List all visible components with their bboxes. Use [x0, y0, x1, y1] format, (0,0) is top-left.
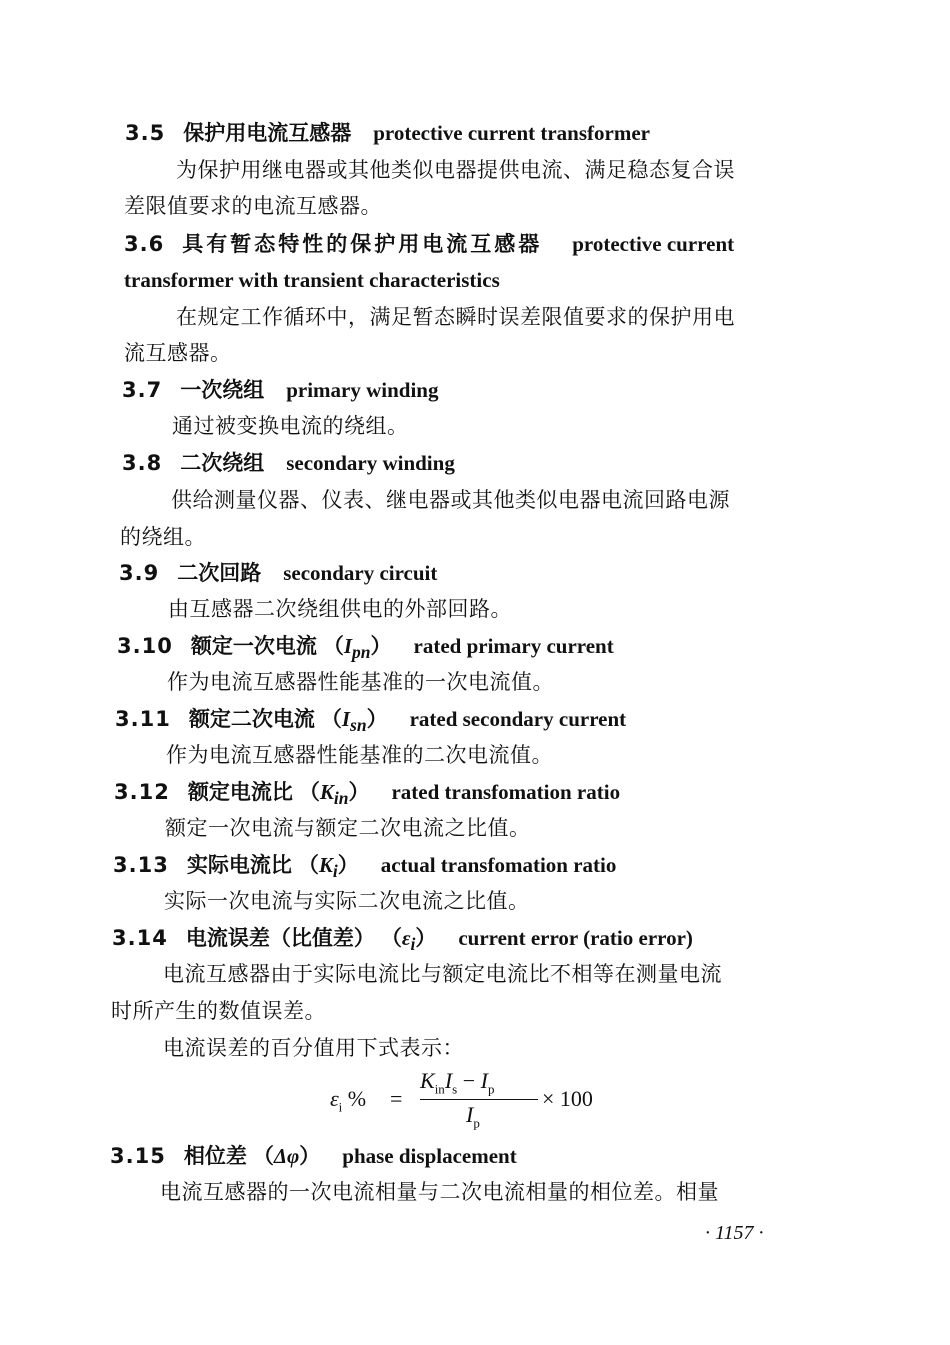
section-heading-3-6: [124, 229, 734, 259]
symbol-subscript: i: [410, 934, 416, 955]
section-heading-3-14: [112, 923, 693, 959]
fraction-bar: [420, 1099, 538, 1100]
section-number: 3.14: [112, 926, 168, 950]
symbol-group: $(I_{pn})$: [322, 634, 392, 663]
formula-lhs-subscript: i: [338, 1099, 343, 1115]
symbol-subscript: sn: [350, 715, 367, 736]
section-title-en: rated transfomation ratio: [391, 780, 621, 804]
section-number: 3.11: [115, 707, 171, 731]
formula-ip-subscript: p: [487, 1081, 495, 1097]
section-title-en: primary winding: [286, 378, 439, 402]
formula-denominator: [466, 1102, 480, 1131]
section-title-en: secondary circuit: [283, 561, 438, 585]
body-line: 作为电流互感器性能基准的一次电流值。: [167, 670, 554, 694]
section-heading-3-12: [114, 777, 620, 813]
section-number: 3.5: [125, 121, 166, 145]
section-title-zh: 相位差: [183, 1144, 247, 1168]
body-line: 电流互感器由于实际电流比与额定电流比不相等在测量电流: [163, 962, 722, 986]
section-number: 3.10: [117, 634, 173, 658]
section-title-zh: 实际电流比: [186, 853, 292, 877]
section-title-zh: 额定一次电流: [190, 634, 317, 658]
section-number: 3.6: [124, 232, 165, 256]
body-line: 电流误差的百分值用下式表示：: [163, 1036, 464, 1060]
body-line: 额定一次电流与额定二次电流之比值。: [165, 816, 531, 840]
section-heading-3-8: [122, 448, 455, 478]
section-title-en: current error (ratio error): [458, 926, 693, 950]
formula-equals: =: [390, 1086, 403, 1111]
section-title-en: protective current transformer: [373, 121, 650, 145]
body-line: 为保护用继电器或其他类似电器提供电流、满足稳态复合误: [176, 158, 735, 182]
symbol-subscript: i: [332, 861, 338, 882]
section-number: 3.15: [110, 1144, 166, 1168]
formula-ip: I: [480, 1068, 488, 1093]
body-line: 流互感器。: [124, 341, 232, 365]
section-title-en: rated secondary current: [409, 707, 627, 731]
section-heading-3-5: [125, 118, 650, 148]
symbol: I: [343, 634, 353, 658]
body-line: 在规定工作循环中，满足暂态瞬时误差限值要求的保护用电: [176, 305, 735, 329]
symbol-group: $(\varepsilon_i)$: [380, 926, 437, 955]
formula-numerator: [420, 1068, 494, 1097]
section-number: 3.8: [122, 451, 163, 475]
section-title-en-line2: transformer with transient characteristics: [124, 268, 500, 292]
section-title-zh: 额定电流比: [187, 780, 293, 804]
section-title-en: phase displacement: [342, 1144, 517, 1168]
symbol: K: [319, 780, 334, 804]
section-title-en-continued: [124, 265, 500, 295]
section-heading-3-13: [113, 850, 616, 886]
section-heading-3-7: [122, 375, 438, 405]
section-heading-3-9: [119, 558, 437, 588]
section-heading-3-11: [115, 704, 626, 740]
body-line: 由互感器二次绕组供电的外部回路。: [168, 597, 512, 621]
symbol-group: $(K_{in})$: [298, 780, 370, 809]
symbol: K: [318, 853, 333, 877]
formula-percent: %: [342, 1086, 367, 1111]
section-heading-3-15: [110, 1141, 517, 1171]
section-title-zh: 保护用电流互感器: [183, 121, 352, 145]
section-title-zh: 额定二次电流: [188, 707, 315, 731]
formula-den-subscript: p: [473, 1115, 480, 1131]
section-number: 3.9: [119, 561, 160, 585]
formula-is-subscript: s: [452, 1081, 458, 1097]
body-line: 的绕组。: [120, 525, 206, 549]
body-line: 差限值要求的电流互感器。: [124, 194, 382, 218]
formula-times-100: × 100: [542, 1086, 593, 1111]
section-title-en: secondary winding: [286, 451, 455, 475]
symbol-subscript: in: [333, 788, 349, 809]
formula-k: K: [420, 1068, 435, 1093]
symbol: ε: [401, 926, 411, 950]
body-line: 电流互感器的一次电流相量与二次电流相量的相位差。相量: [160, 1180, 719, 1204]
formula-minus: −: [457, 1068, 481, 1093]
symbol: Δφ: [273, 1144, 300, 1168]
section-title-zh: 二次回路: [177, 561, 262, 585]
body-line: 实际一次电流与实际二次电流之比值。: [164, 889, 530, 913]
body-line: 时所产生的数值误差。: [111, 999, 326, 1023]
section-title-en: rated primary current: [413, 634, 614, 658]
symbol: I: [341, 707, 351, 731]
error-formula: [330, 1068, 630, 1132]
section-title-zh: 电流误差（比值差）: [185, 926, 375, 950]
section-number: 3.12: [114, 780, 170, 804]
section-heading-3-10: [117, 631, 614, 667]
section-title-en: actual transfomation ratio: [380, 853, 617, 877]
formula-lhs: [330, 1086, 366, 1115]
section-title-zh: 二次绕组: [180, 451, 265, 475]
formula-k-subscript: in: [434, 1081, 445, 1097]
body-line: 供给测量仪器、仪表、继电器或其他类似电器电流回路电源: [171, 488, 730, 512]
formula-is: I: [444, 1068, 453, 1093]
symbol-subscript: pn: [352, 642, 371, 663]
formula-epsilon: ε: [330, 1086, 339, 1111]
formula-den-i: I: [466, 1102, 474, 1127]
section-title-zh: 具有暂态特性的保护用电流互感器: [182, 232, 543, 256]
body-line: 通过被变换电流的绕组。: [172, 414, 409, 438]
section-number: 3.7: [122, 378, 163, 402]
section-title-en: protective current: [572, 232, 735, 256]
symbol-group: $(I_{sn})$: [320, 707, 388, 736]
symbol-group: $(K_i)$: [297, 853, 359, 882]
symbol-group: （Δφ）: [252, 1144, 321, 1168]
section-title-zh: 一次绕组: [180, 378, 265, 402]
page-number: · 1157 ·: [705, 1222, 764, 1244]
section-number: 3.13: [113, 853, 169, 877]
body-line: 作为电流互感器性能基准的二次电流值。: [166, 743, 553, 767]
